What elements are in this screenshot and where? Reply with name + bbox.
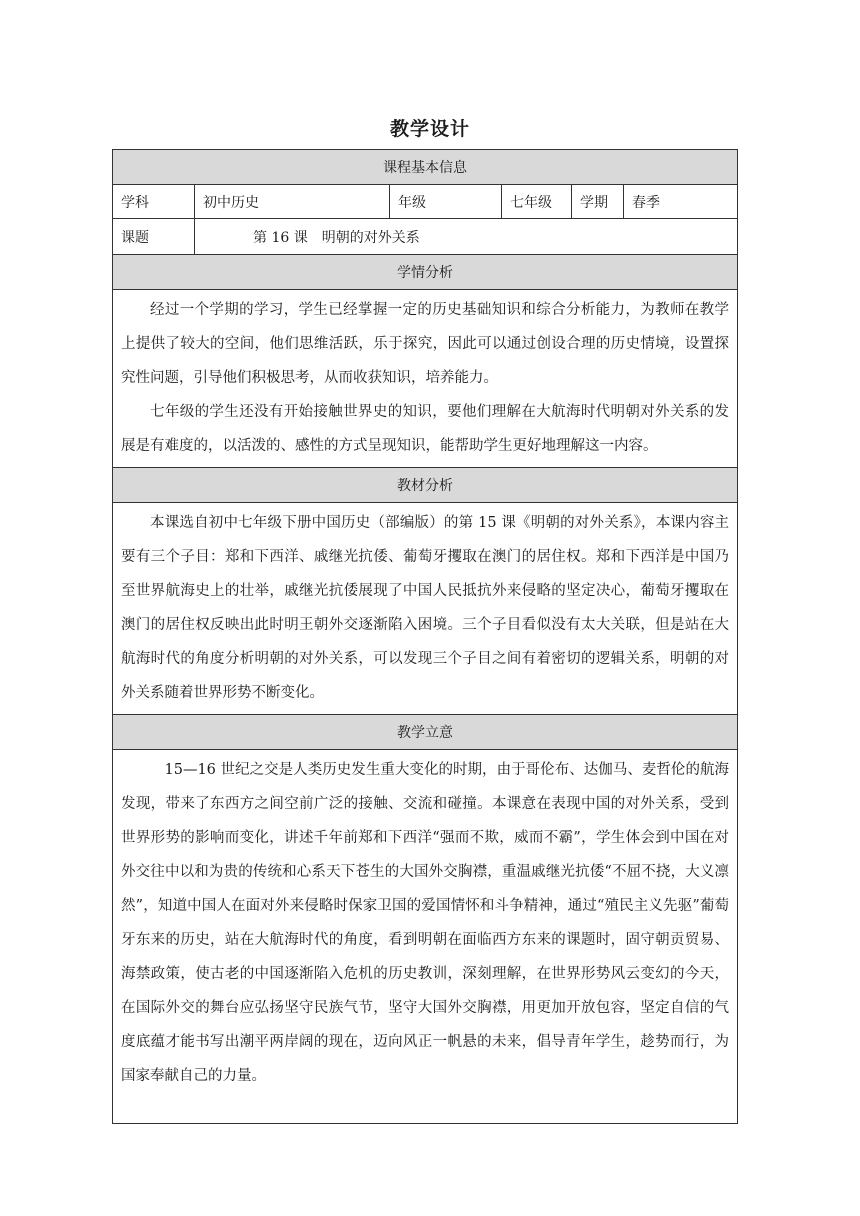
lesson-design-table [112,149,738,1124]
learner-paragraph-1: 经过一个学期的学习，学生已经掌握一定的历史基础知识和综合分析能力，为教师在教学上提供了较大的空间，他们思维活跃，乐于探究，因此可以通过创设合理的历史情境，设置探究性问题，引导他们积极思考，从而收获知识，培养能力。 [121,302,730,386]
subject-label: 学科 [113,185,195,219]
term-label: 学期 [572,185,624,219]
topic-label: 课题 [113,219,195,255]
learner-analysis-body [113,290,738,468]
basic-info-header: 课程基本信息 [113,150,738,185]
intent-paragraph-1: 15—16 世纪之交是人类历史发生重大变化的时期，由于哥伦布、达伽马、麦哲伦的航海发现，带来了东西方之间空前广泛的接触、交流和碰撞。本课意在表现中国的对外关系，受到世界形势的影响而变化，讲述千年前郑和下西洋“强而不欺，威而不霸”，学生体会到中国在对外交往中以和为贵的传统和心系天下苍生的大国外交胸襟，重温戚继光抗倭“不屈不挠，大义凛然”，知道中国人在面对外来侵略时保家卫国的爱国情怀和斗争精神，通过“殖民主义先驱”葡萄牙东来的历史，站在大航海时代的角度，看到明朝在面临西方东来的课题时，固守朝贡贸易、海禁政策，使古老的中国逐渐陷入危机的历史教训，深刻理解，在世界形势风云变幻的今天，在国际外交的舞台应弘扬坚守民族气节，坚守大国外交胸襟，用更加开放包容，坚定自信的气度底蕴才能书写出潮平两岸阔的现在，迈向风正一帆悬的未来，倡导青年学生，趁势而行，为国家奉献自己的力量。 [121,762,730,1084]
page-title: 教学设计 [389,118,470,140]
subject-value: 初中历史 [195,185,390,219]
textbook-paragraph-1: 本课选自初中七年级下册中国历史（部编版）的第 15 课《明朝的对外关系》，本课内容主要有三个子目：郑和下西洋、戚继光抗倭、葡萄牙攫取在澳门的居住权。郑和下西洋是中国乃至世界航海史上的壮举，戚继光抗倭展现了中国人民抵抗外来侵略的坚定决心，葡萄牙攫取在澳门的居住权反映出此时明王朝外交逐渐陷入困境。三个子目看似没有太大关联，但是站在大航海时代的角度分析明朝的对外关系，可以发现三个子目之间有着密切的逻辑关系，明朝的对外关系随着世界形势不断变化。 [121,515,730,701]
topic-value: 第 16 课 明朝的对外关系 [195,219,738,255]
learner-paragraph-2: 七年级的学生还没有开始接触世界史的知识，要他们理解在大航海时代明朝对外关系的发展是有难度的，以活泼的、感性的方式呈现知识，能帮助学生更好地理解这一内容。 [121,404,730,454]
textbook-analysis-body [113,503,738,715]
teaching-intent-header: 教学立意 [113,715,738,750]
term-value: 春季 [624,185,738,219]
teaching-intent-body [113,750,738,1124]
learner-analysis-header: 学情分析 [113,255,738,290]
grade-label: 年级 [390,185,502,219]
textbook-analysis-header: 教材分析 [113,468,738,503]
grade-value: 七年级 [502,185,572,219]
